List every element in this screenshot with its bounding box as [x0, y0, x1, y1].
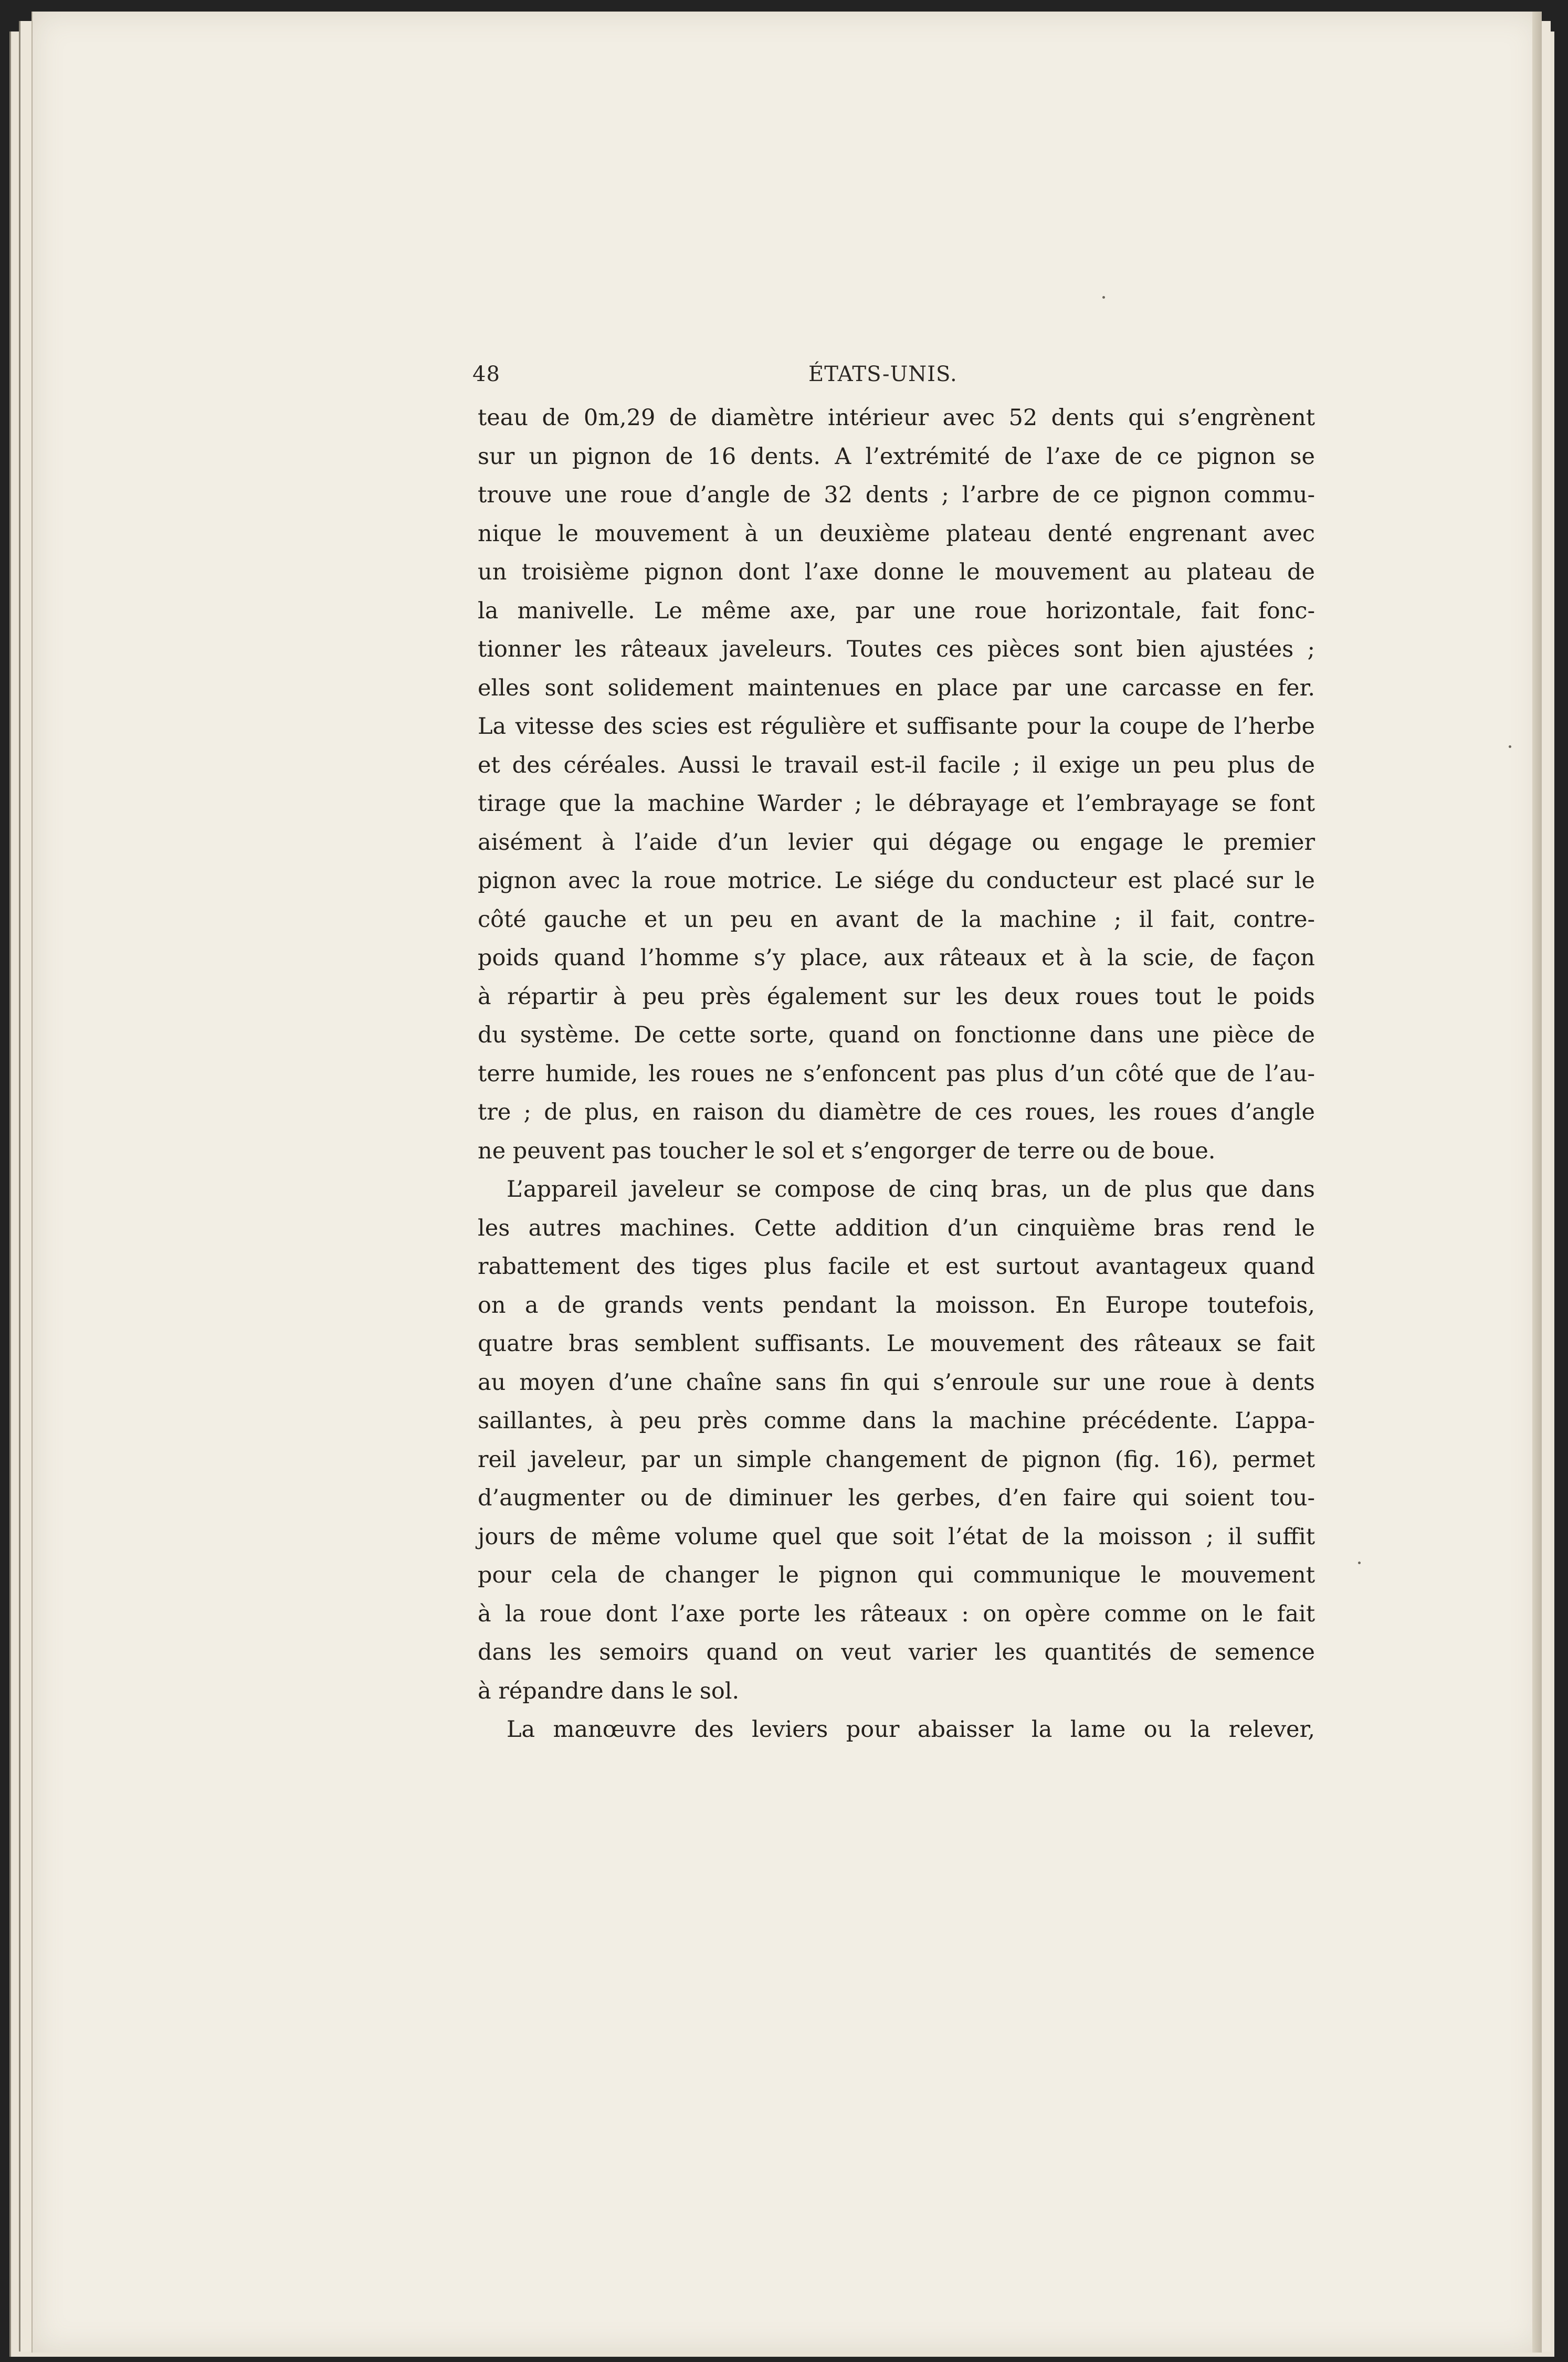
margin-speck — [1102, 296, 1105, 299]
paragraph-2 — [478, 1171, 1315, 1711]
text-line: quatre bras semblent suffisants. Le mouvement des râteaux se fait — [478, 1331, 1315, 1357]
text-line: saillantes, à peu près comme dans la machine précédente. L’appa- — [478, 1408, 1315, 1434]
text-line: poids quand l’homme s’y place, aux râteaux et à la scie, de façon — [478, 945, 1315, 971]
text-line: la manivelle. Le même axe, par une roue horizontale, fait fonc- — [478, 597, 1315, 624]
text-line: pignon avec la roue motrice. Le siége du conducteur est placé sur le — [478, 868, 1315, 894]
page-edge — [1532, 12, 1542, 2353]
text-line: ne peuvent pas toucher le sol et s’engorger de terre ou de boue. — [478, 1137, 1216, 1164]
text-line: La manœuvre des leviers pour abaisser la lame ou la relever, — [507, 1716, 1315, 1743]
text-line: tre ; de plus, en raison du diamètre de ces roues, les roues d’angle — [478, 1099, 1315, 1125]
text-line: dans les semoirs quand on veut varier les quantités de semence — [478, 1639, 1315, 1665]
text-line: teau de 0m,29 de diamètre intérieur avec 52 dents qui s’engrènent — [478, 405, 1315, 431]
text-line: L’appareil javeleur se compose de cinq bras, un de plus que dans — [507, 1176, 1315, 1203]
text-line: un troisième pignon dont l’axe donne le mouvement au plateau de — [478, 559, 1315, 585]
text-line: les autres machines. Cette addition d’un cinquième bras rend le — [478, 1215, 1315, 1241]
text-line: reil javeleur, par un simple changement de pignon (fig. 16), permet — [478, 1446, 1315, 1473]
text-line: côté gauche et un peu en avant de la machine ; il fait, contre- — [478, 906, 1315, 933]
text-line: à répandre dans le sol. — [478, 1678, 740, 1704]
text-line: sur un pignon de 16 dents. A l’extrémité de l’axe de ce pignon se — [478, 443, 1315, 470]
text-line: au moyen d’une chaîne sans fin qui s’enroule sur une roue à dents — [478, 1369, 1315, 1396]
margin-speck — [1358, 1562, 1361, 1564]
text-line: on a de grands vents pendant la moisson. En Europe toutefois, — [478, 1292, 1315, 1319]
text-line: nique le mouvement à un deuxième plateau denté engrenant avec — [478, 520, 1315, 547]
running-head — [472, 362, 1315, 399]
text-line: tionner les râteaux javeleurs. Toutes ces pièces sont bien ajustées ; — [478, 636, 1315, 662]
text-line: à répartir à peu près également sur les deux roues tout le poids — [478, 983, 1315, 1010]
text-line: elles sont solidement maintenues en place par une carcasse en fer. — [478, 674, 1315, 701]
paragraph-3 — [478, 1711, 1315, 1749]
text-line: pour cela de changer le pignon qui communique le mouvement — [478, 1562, 1315, 1588]
page-number: 48 — [472, 362, 500, 386]
text-line: La vitesse des scies est régulière et suffisante pour la coupe de l’herbe — [478, 713, 1315, 740]
text-line: du système. De cette sorte, quand on fonctionne dans une pièce de — [478, 1022, 1315, 1048]
text-line: aisément à l’aide d’un levier qui dégage ou engage le premier — [478, 829, 1315, 856]
text-line: jours de même volume quel que soit l’état de la moisson ; il suffit — [478, 1523, 1315, 1550]
text-line: et des céréales. Aussi le travail est-il facile ; il exige un peu plus de — [478, 752, 1315, 778]
paragraph-1 — [478, 399, 1315, 1171]
text-line: tirage que la machine Warder ; le débrayage et l’embrayage se font — [478, 790, 1315, 817]
text-block — [472, 362, 1315, 1749]
text-line: à la roue dont l’axe porte les râteaux : on opère comme on le fait — [478, 1600, 1315, 1627]
text-line: terre humide, les roues ne s’enfoncent pas plus d’un côté que de l’au- — [478, 1060, 1315, 1087]
text-line: trouve une roue d’angle de 32 dents ; l’arbre de ce pignon commu- — [478, 482, 1315, 508]
margin-speck — [1509, 745, 1511, 748]
text-line: rabattement des tiges plus facile et est surtout avantageux quand — [478, 1253, 1315, 1280]
text-line: d’augmenter ou de diminuer les gerbes, d’en faire qui soient tou- — [478, 1485, 1315, 1511]
running-title: ÉTATS-UNIS. — [808, 362, 957, 386]
